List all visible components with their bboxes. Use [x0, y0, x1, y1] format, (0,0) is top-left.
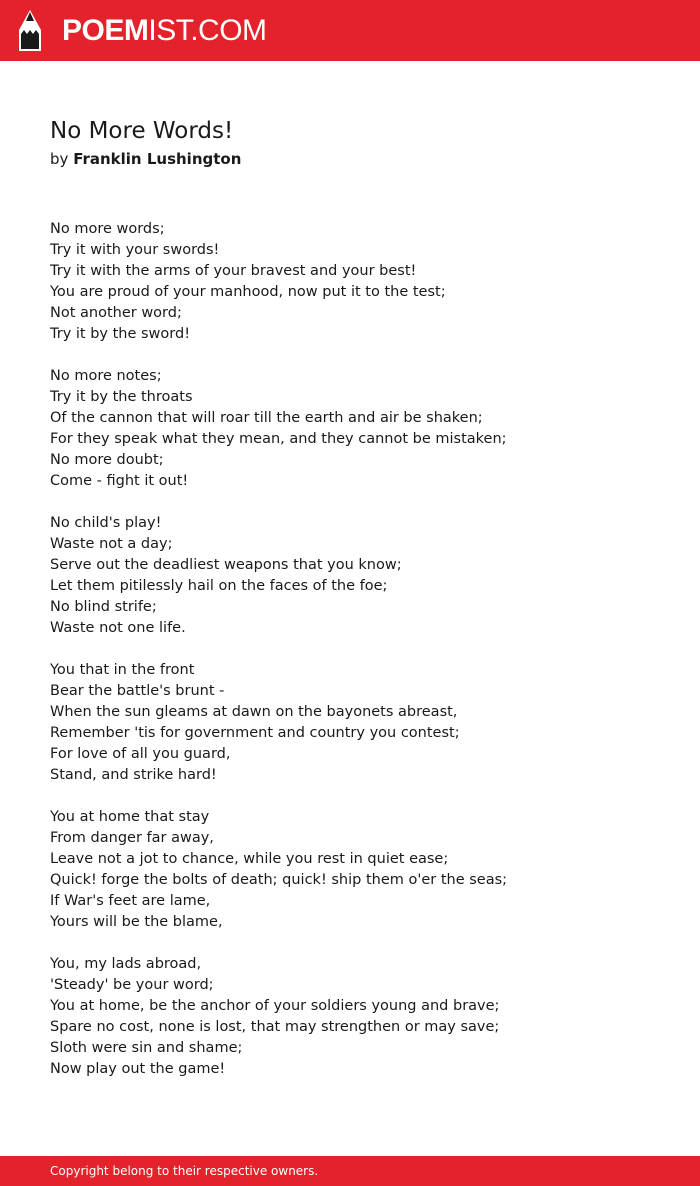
site-logo-text[interactable] — [62, 13, 267, 47]
poem-line: Try it by the throats — [50, 389, 193, 405]
poem-line: You that in the front — [50, 662, 195, 678]
poem-line: Of the cannon that will roar till the earth and air be shaken; — [50, 410, 483, 426]
stanza — [50, 219, 650, 345]
poem-line: Remember 'tis for government and country you contest; — [50, 725, 460, 741]
poem-line: 'Steady' be your word; — [50, 977, 214, 993]
poem-line: Yours will be the blame, — [50, 914, 223, 930]
poem-line: You, my lads abroad, — [50, 956, 202, 972]
by-label: by — [50, 150, 69, 168]
author-name: Franklin Lushington — [73, 150, 242, 168]
poem-line: No more words; — [50, 221, 165, 237]
pencil-logo-icon[interactable] — [17, 10, 43, 52]
poem-line: Not another word; — [50, 305, 182, 321]
poem-line: For they speak what they mean, and they cannot be mistaken; — [50, 431, 507, 447]
poem-line: No blind strife; — [50, 599, 157, 615]
brand-rest: IST.COM — [148, 13, 267, 47]
poem-line: No more doubt; — [50, 452, 164, 468]
poem-line: Waste not one life. — [50, 620, 186, 636]
poem-line: You at home that stay — [50, 809, 210, 825]
poem-line: Try it by the sword! — [50, 326, 191, 342]
site-footer — [0, 1156, 700, 1186]
poem-line: No more notes; — [50, 368, 162, 384]
poem-line: Try it with the arms of your bravest and your best! — [50, 263, 417, 279]
poem-line: No child's play! — [50, 515, 162, 531]
poem-line: For love of all you guard, — [50, 746, 231, 762]
stanza — [50, 366, 650, 492]
poem-line: Come - fight it out! — [50, 473, 189, 489]
stanza — [50, 660, 650, 786]
byline — [50, 148, 241, 170]
poem-line: Now play out the game! — [50, 1061, 226, 1077]
site-header — [0, 0, 700, 61]
poem-line: Let them pitilessly hail on the faces of the foe; — [50, 578, 388, 594]
poem-line: Spare no cost, none is lost, that may strengthen or may save; — [50, 1019, 500, 1035]
poem-line: Sloth were sin and shame; — [50, 1040, 243, 1056]
brand-bold: POEM — [62, 13, 149, 47]
poem-line: Serve out the deadliest weapons that you know; — [50, 557, 402, 573]
stanza — [50, 807, 650, 933]
stanza — [50, 513, 650, 639]
stanza — [50, 954, 650, 1080]
poem-line: Bear the battle's brunt - — [50, 683, 225, 699]
poem-line: Leave not a jot to chance, while you rest in quiet ease; — [50, 851, 449, 867]
poem-line: Waste not a day; — [50, 536, 173, 552]
poem-title: No More Words! — [50, 118, 234, 144]
poem-line: Stand, and strike hard! — [50, 767, 217, 783]
poem-body — [50, 219, 650, 1101]
poem-line: If War's feet are lame, — [50, 893, 211, 909]
poem-line: Quick! forge the bolts of death; quick! ship them o'er the seas; — [50, 872, 508, 888]
poem-line: From danger far away, — [50, 830, 214, 846]
poem-line: When the sun gleams at dawn on the bayonets abreast, — [50, 704, 458, 720]
poem-line: Try it with your swords! — [50, 242, 220, 258]
copyright-text: Copyright belong to their respective owners. — [50, 1164, 319, 1178]
poem-line: You are proud of your manhood, now put it to the test; — [50, 284, 446, 300]
poem-line: You at home, be the anchor of your soldiers young and brave; — [50, 998, 500, 1014]
